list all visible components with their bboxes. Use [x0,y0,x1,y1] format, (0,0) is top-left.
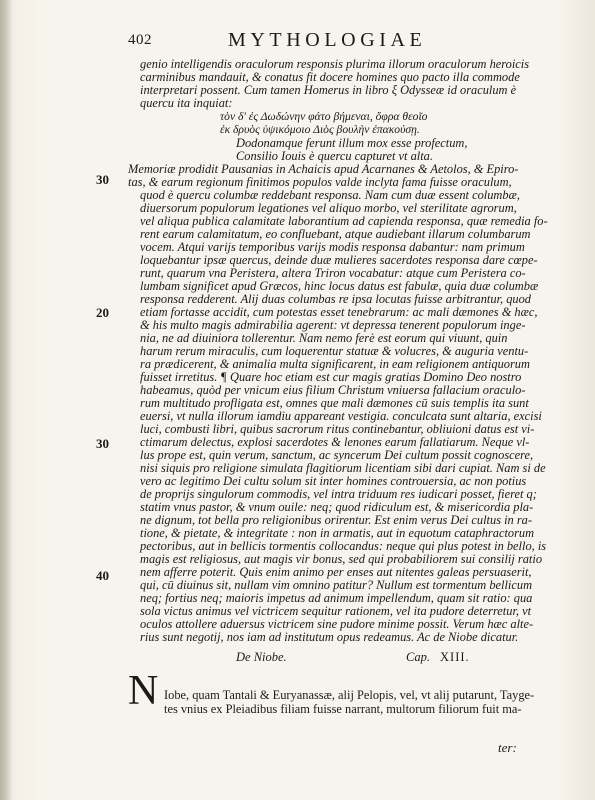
body-line: euersi, vt nulla illorum iamdiu appareant vestigia. conculcata sunt altaria, excisi [140,409,542,423]
body-line: lus prope est, quin verum, sanctum, ac syncerum Dei cultum possit cognoscere, [140,448,534,462]
body-line: tas, & earum regionum finitimos populos valde inclyta fama fuisse oraculum, [128,175,512,189]
body-line: carminibus mandauit, & conatus fit docere homines quo pacto illa commode [140,70,520,84]
body-line: Memoriæ prodidit Pausanias in Achaicis apud Acarnanes & Aetolos, & Epiro- [128,162,519,176]
body-line: vel aliqua publica calamitate laborantium ad capienda responsa, quæ remedia fo- [140,214,548,228]
chapter-number: XIII. [440,650,470,664]
body-line: lumbam significet apud Græcos, hinc locus datus est fabulæ, quia duæ columbæ [140,279,539,293]
body-line: quod è quercu columbæ reddebant responsa. Nam cum duæ essent columbæ, [140,188,520,202]
chapter-cap-label: Cap. [406,650,430,664]
chapter-heading [140,650,560,666]
body-line: statim vnus pastor, & vnum ouile: neq; quod ridiculum est, & misericordia pla- [140,500,534,514]
verse-line: Dodonamque ferunt illum mox esse profectum, [236,136,468,150]
body-line: magis est religiosus, aut magis vir bonus, sed qui probabiliorem sui consilij ratio [140,552,543,566]
body-line: rent earum calamitatum, eo confluebant, atque audiebant illarum columbarum [140,227,531,241]
body-line: nem afferre poterit. Quis enim animo per enses aut nitentes galeas persuaserit, [140,565,532,579]
body-line: interpretari possent. Cum tamen Homerus in libro ξ Odysseæ id oraculum è [140,83,517,97]
body-line: ra prædicerent, & animalia multa significarent, in eam religionem antiquorum [140,357,530,371]
page-header [128,28,558,50]
drop-cap: N [128,668,159,714]
body-line: ne dignum, tot bella pro religionibus orirentur. Est enim verus Dei cultus in ra- [140,513,532,527]
body-line: neq; fortius neq; maioris impetus ad animum impellendum, quam sit ratio: qua [140,591,533,605]
body-line: sola victus animus vel victricem sequitur rationem, vel ita pudore deterretur, vt [140,604,532,618]
body-line: genio intelligendis oraculorum responsis plurima illorum oraculorum heroicis [140,57,530,71]
body-line: vero ac legitimo Dei cultu solum sit inter homines controuersia, ac non potius [140,474,527,488]
body-line: de proprijs singulorum commodis, vel intra triduum res iudicari posset, fieret q; [140,487,537,501]
margin-line-number: 30 [96,436,109,451]
body-line: etiam fortasse accidit, cum potestas esset tenebrarum: ac mali dæmones & hæc, [140,305,538,319]
greek-quote-line: τὸν δ' ἐς Δωδώνην φάτο βήμεναι, ὄφρα θεοῖο [220,110,428,123]
body-line: nia, ne ad diuiniora tollerentur. Nam nemo ferè est eorum qui viuunt, quin [140,331,508,345]
body-line: harum rerum miraculis, cum loquerentur statuæ & volucres, & auguria ventu- [140,344,529,358]
body-line: fuisset irretitus. ¶ Quare hoc etiam est cur magis gratias Domino Deo nostro [140,370,522,384]
body-line: rius sunt negotij, nos iam ad institutum opus redeamus. Ac de Niobe dicatur. [140,630,519,644]
chapter-subject: De Niobe. [236,650,287,664]
body-line: ctimarum delectus, explosi sacerdotes & lenones earum fallatiarum. Neque vl- [140,435,530,449]
greek-quote-line: ἐκ δρυὸς ὑψικόμοιο Διὸς βουλὴν ἐπακούσῃ. [220,123,420,136]
body-line: vocem. Atqui varijs temporibus varijs modis responsa dabantur: nam primum [140,240,525,254]
body-line: oculos attollere aduersus victricem sine pudore minime possit. Verum hæc alte- [140,617,534,631]
body-line: habeamus, quòd per vnicum eius filium Christum vniuersa fallacium oraculo- [140,383,526,397]
body-line: diuersorum populorum legationes vel aliquo morbo, vel sterilitate agrorum, [140,201,517,215]
body-line: qui, cū diuinus sit, nullam vim omnino patitur? Nullum est tormentum bellicum [140,578,533,592]
catchword: ter: [498,740,517,755]
body-line: runt, quarum vna Peristera, altera Triron vocabatur: atque cum Peristera co- [140,266,526,280]
margin-line-number: 20 [96,305,109,320]
gutter-shadow [0,0,12,800]
body-line: pectoribus, aut in bellicis tormentis collocandus: neque qui plus potest in bello, is [140,539,547,553]
body-line: luci, combusti libri, quibus sacrorum ritus continebantur, obliuioni datus est vi- [140,422,535,436]
body-line: tione, & pietate, & integritate : non in armatis, aut in equotum cataphractorum [140,526,535,540]
body-line: loquebantur ipsæ quercus, deinde duæ mulieres sacerdotes responsa dare cœpe- [140,253,538,267]
body-line: & his multo magis admirabilia agerent: vt depressa tenerent populorum inge- [140,318,526,332]
opening-line: tes vnius ex Pleiadibus filiam fuisse narrant, multorum filiorum fuit ma- [164,702,522,716]
margin-line-number: 40 [96,568,109,583]
verse-line: Consilio Iouis è quercu capturet vt alta. [236,149,433,163]
body-line: rum multitudo profligata est, omnes que mali dæmones cū suis templis ita sunt [140,396,529,410]
opening-line: Iobe, quam Tantali & Euryanassæ, alij Pelopis, vel, vt alij putarunt, Tayge- [164,688,535,702]
page-number: 402 [128,32,152,48]
margin-line-number: 30 [96,172,109,187]
body-line: responsa redderent. Alij duas columbas re ipsa locutas fuisse arbitrantur, quod [140,292,531,306]
running-title: MYTHOLOGIAE [228,29,427,51]
body-line: quercu ita inquiat: [140,96,233,110]
body-line: nisi siquis pro religione simulata flagitiorum licentiam sibi dari cupiat. Nam si de [140,461,546,475]
